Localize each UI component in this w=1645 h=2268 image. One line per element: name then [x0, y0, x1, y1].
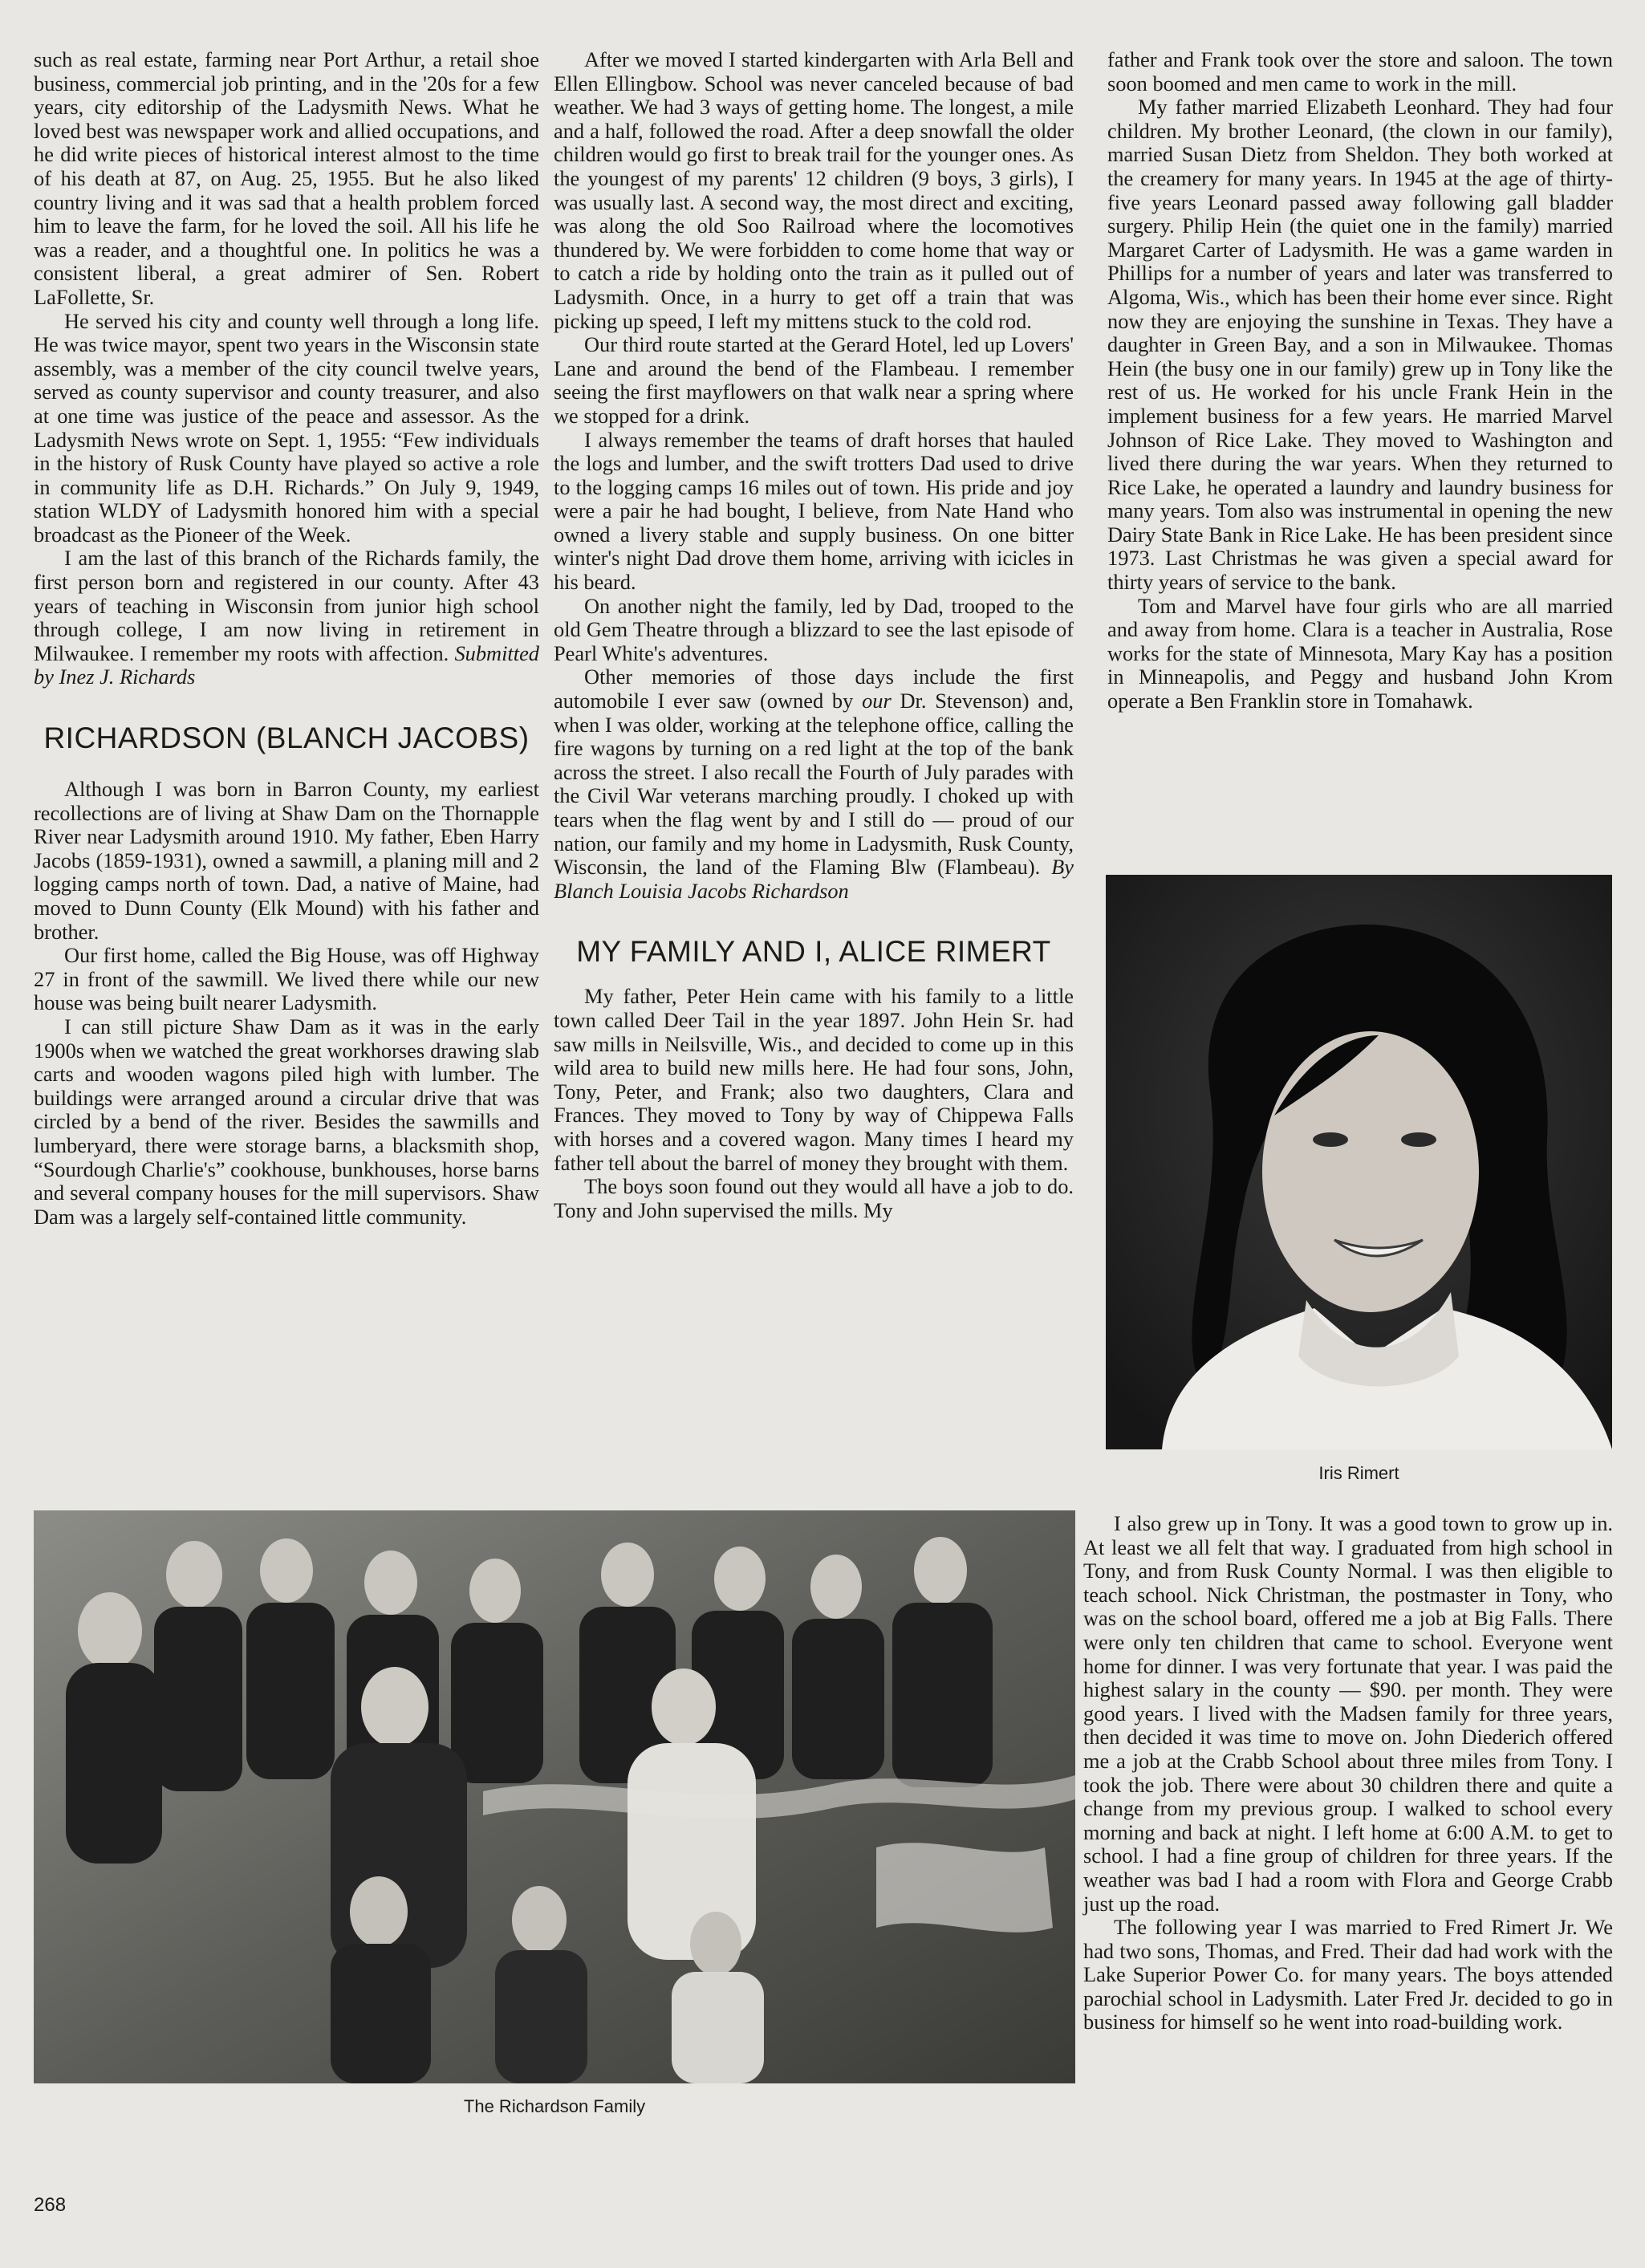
page-number: 268	[34, 2194, 67, 2216]
paragraph: Our first home, called the Big House, was off Highway 27 in front of the sawmill. We lived there while our new house was being built nearer Ladysmith.	[34, 943, 539, 1015]
family-photo-caption: The Richardson Family	[463, 2096, 646, 2116]
signature: Submitted by Inez J. Richards	[34, 640, 539, 689]
paragraph: I also grew up in Tony. It was a good town to grow up in. At least we all felt that way. I graduated from high school in Tony, and from Rusk County Normal. I was then eligible to teach school. Nick Christman, the postmaster in Tony, who was on the school board, offered me a job at Big Falls. There were only ten children that came to school. Everyone went home for dinner. I was very fortunate that year. I was paid the highest salary in the county — $90. per month. They were good years. I lived with the Madsen family for three years, then decided it was time to move on. John Diederich offered me a job at the Crabb School about three miles from Tony. I took the job. There were about 30 children there and quite a change from my previous group. I walked to school every morning and back at night. I left home at 6:00 A.M. to get to school. I had a fine group of children for three years. If the weather was bad I had a room with Flora and George Crabb just up the road.	[1083, 1511, 1613, 1916]
family-photo	[34, 1510, 1075, 2083]
paragraph: Although I was born in Barron County, my earliest recollections are of living at Shaw Dam on the Thornapple River near Ladysmith around 1910. My father, Eben Harry Jacobs (1859-1931), owned a sawmill, a planing mill and 2 logging camps north of town. Dad, a native of Maine, had moved to Dunn County (Elk Mound) with his father and brother.	[34, 777, 539, 944]
section-heading: MY FAMILY AND I, ALICE RIMERT	[576, 935, 1051, 969]
paragraph: I can still picture Shaw Dam as it was in the early 1900s when we watched the great workhorses drawing slab carts and wooden wagons piled high with lumber. The buildings were arranged around a circular drive that was circled by a bend of the river. Besides the sawmills and lumberyard, there were storage barns, a blacksmith shop, “Sourdough Charlie's” cookhouse, bunkhouses, horse barns and several company houses for the mill supervisors. Shaw Dam was a largely self-contained little community.	[34, 1014, 539, 1229]
paragraph: Tom and Marvel have four girls who are all married and away from home. Clara is a teacher in Australia, Rose works for the state of Minnesota, Mary Kay has a position in Minneapolis, and Peggy and husband John Krom operate a Ben Franklin store in Tomahawk.	[1107, 593, 1613, 713]
paragraph: father and Frank took over the store and saloon. The town soon boomed and men came to work in the mill.	[1107, 47, 1613, 96]
paragraph: After we moved I started kindergarten with Arla Bell and Ellen Ellingbow. School was never canceled because of bad weather. We had 3 ways of getting home. The longest, a mile and a half, followed the road. After a deep snowfall the older children would go first to break trail for the younger ones. As the youngest of my parents' 12 children (9 boys, 3 girls), I was usually last. A second way, the most direct and exciting, was along the old Soo Railroad where the locomotives thundered by. We were forbidden to come home that way or to catch a ride by holding onto the train as it pulled out of Ladysmith. Once, in a hurry to get off a train that was picking up speed, I left my mittens stuck to the cold rod.	[554, 47, 1074, 333]
paragraph	[34, 547, 539, 689]
section-heading: RICHARDSON (BLANCH JACOBS)	[43, 721, 530, 755]
paragraph: I always remember the teams of draft horses that hauled the logs and lumber, and the swift trotters Dad used to drive to the logging camps 16 miles out of town. His pride and joy were a pair he had bought, I believe, from Nate Hand who owned a livery stable and supply business. On one bitter winter's night Dad drove them home, arriving with icicles in his beard.	[554, 427, 1074, 595]
column-3	[1107, 48, 1613, 713]
paragraph: The boys soon found out they would all have a job to do. Tony and John supervised the mills. My	[554, 1174, 1074, 1222]
portrait-photo	[1106, 875, 1612, 1449]
paragraph: On another night the family, led by Dad, trooped to the old Gem Theatre through a blizzard to see the last episode of Pearl White's adventures.	[554, 593, 1074, 665]
column-3-continued	[1083, 1512, 1613, 2034]
column-2	[554, 48, 1074, 1222]
paragraph: My father, Peter Hein came with his family to a little town called Deer Tail in the year 1897. John Hein Sr. had saw mills in Neilsville, Wis., and decided to come up in this wild area to build new mills here. He had four sons, John, Tony, Peter, and Frank; also two daughters, Clara and Frances. They moved to Tony by way of Chippewa Falls with horses and a covered wagon. Many times I heard my father tell about the barrel of money they brought with them.	[554, 984, 1074, 1175]
paragraph-text: Other memories of those days include the first automobile I ever saw (owned by	[554, 665, 1074, 713]
portrait-image	[1106, 875, 1612, 1449]
family-group-image	[34, 1510, 1075, 2083]
portrait-caption: Iris Rimert	[1318, 1463, 1399, 1483]
paragraph: My father married Elizabeth Leonhard. They had four children. My brother Leonard, (the clown in our family), married Susan Dietz from Sheldon. They both worked at the creamery for many years. In 1945 at the age of thirty-five years Leonard passed away following gall bladder surgery. Philip Hein (the quiet one in the family) married Margaret Carter of Ladysmith. He was a game warden in Phillips for a number of years and later was transferred to Algoma, Wis., which has been their home ever since. Right now they are enjoying the sunshine in Texas. They have a daughter in Green Bay, and a son in Milwaukee. Thomas Hein (the busy one in our family) grew up in Tony like the rest of us. He worked for his uncle Frank Hein in the implement business for a few years. He married Marvel Johnson of Rice Lake. They moved to Washington and lived there during the war years. When they returned to Rice Lake, he operated a laundry and laundry business for many years. Tom also was instrumental in opening the new Dairy State Bank in Rice Lake. He has been president since 1973. Last Christmas he was given a special award for thirty years of service to the bank.	[1107, 95, 1613, 595]
emphasis: our	[862, 689, 892, 713]
paragraph: The following year I was married to Fred Rimert Jr. We had two sons, Thomas, and Fred. Their dad had work with the Lake Superior Power Co. for many years. The boys attended parochial school in Ladysmith. Later Fred Jr. decided to go in business for himself so he went into road-building work.	[1083, 1915, 1613, 2034]
paragraph: such as real estate, farming near Port Arthur, a retail shoe business, commercial job printing, and in the '20s for a few years, city editorship of the Ladysmith News. What he loved best was newspaper work and allied occupations, and he did write pieces of historical interest almost to the time of his death at 87, on Aug. 25, 1955. But he also liked country living and it was sad that a health problem forced him to leave the farm, for he loved the soil. All his life he was a reader, and a thoughtful one. In politics he was a consistent liberal, a great admirer of Sen. Robert LaFollette, Sr.	[34, 47, 539, 309]
paragraph-text: I am the last of this branch of the Richards family, the first person born and registered in our county. After 43 years of teaching in Wisconsin from junior high school through college, I am now living in retirement in Milwaukee. I remember my roots with affection.	[34, 546, 539, 665]
paragraph: Our third route started at the Gerard Hotel, led up Lovers' Lane and around the bend of the Flambeau. I remember seeing the first mayflowers on that walk near a spring where we stopped for a drink.	[554, 332, 1074, 428]
column-1	[34, 48, 539, 1229]
signature: By Blanch Louisia Jacobs Richardson	[554, 855, 1074, 903]
paragraph-text: Dr. Stevenson) and, when I was older, working at the telephone office, calling the fire wagons by turning on a red light at the top of the bank across the street. I also recall the Fourth of July parades with the Civil War veterans marching proudly. I choked up with tears when the flag went by and I still do — proud of our nation, our family and my home in Ladysmith, Rusk County, Wisconsin, the land of the Flaming Blw (Flambeau).	[554, 689, 1074, 880]
paragraph	[554, 665, 1074, 903]
paragraph: He served his city and county well through a long life. He was twice mayor, spent two years in the Wisconsin state assembly, was a member of the city council twelve years, served as county supervisor and county treasurer, and also at one time was justice of the peace and assessor. As the Ladysmith News wrote on Sept. 1, 1955: “Few individuals in the history of Rusk County have played so active a role in community life as D.H. Richards.” On July 9, 1949, station WLDY of Ladysmith honored him with a special broadcast as the Pioneer of the Week.	[34, 308, 539, 547]
